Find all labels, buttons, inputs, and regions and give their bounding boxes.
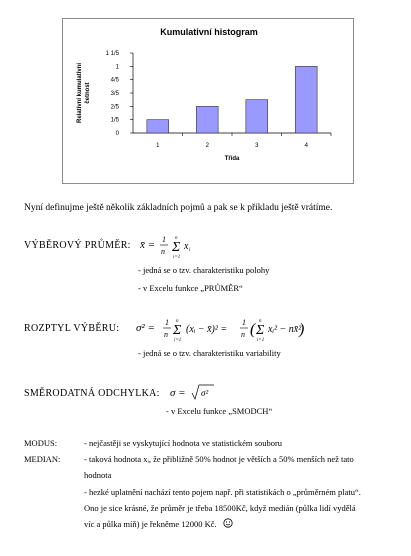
svg-text:n: n (161, 247, 165, 256)
x-axis-label: Třída (224, 156, 240, 162)
svg-text:σ² =: σ² = (136, 322, 155, 334)
median-line-5 (84, 518, 233, 530)
variance-formula (136, 314, 306, 347)
svg-text:i=1: i=1 (174, 338, 182, 343)
x-tick-label: 3 (255, 143, 259, 149)
svg-text:n: n (259, 319, 262, 324)
svg-text:(xᵢ − x̄)² =: (xᵢ − x̄)² = (186, 324, 228, 335)
stddev-formula-svg (170, 381, 240, 405)
stddev-label: SMĚRODATNÁ ODCHYLKA: (24, 388, 160, 399)
svg-text:i=1: i=1 (257, 338, 265, 343)
bar (196, 106, 218, 133)
x-tick-label: 4 (304, 143, 308, 149)
svg-text:σ =: σ = (170, 387, 186, 399)
svg-text:i: i (189, 248, 191, 253)
median-line-4: Ono je sice krásné, že průměr je třeba 18500Kč, když medián (půlka lidí vydělá (84, 503, 356, 513)
variance-label: ROZPTYL VÝBĚRU: (24, 323, 120, 334)
svg-text:n: n (175, 236, 178, 241)
mean-label: VÝBĚROVÝ PRŮMĚR: (24, 240, 131, 251)
svg-text:xᵢ² − nx̄²: xᵢ² − nx̄² (268, 324, 302, 335)
histogram-chart (62, 18, 354, 184)
y-axis-label-2: četnost (85, 82, 91, 104)
median-line-2: hodnota (84, 470, 112, 480)
bar (295, 66, 317, 133)
y-tick-label: 1 1/5 (105, 51, 119, 57)
svg-text:n: n (164, 330, 168, 339)
x-tick-label: 1 (156, 143, 160, 149)
stddev-formula (170, 381, 240, 408)
bar (147, 120, 169, 133)
mean-formula (140, 232, 230, 263)
variance-note-1: - jedná se o tzv. charakteristiku variability (138, 348, 281, 358)
median-label: MEDIAN: (24, 454, 61, 464)
x-tick-label: 2 (205, 143, 209, 149)
y-tick-label: 1/5 (110, 117, 119, 124)
smiley-icon (219, 518, 233, 530)
y-tick-label: 3/5 (110, 91, 119, 97)
svg-text:(: ( (250, 321, 256, 338)
svg-text:1: 1 (165, 318, 169, 327)
modus-label: MODUS: (24, 438, 58, 448)
intro-text: Nyní definujme ještě několik základních pojmů a pak se k příkladu ještě vrátíme. (24, 203, 333, 213)
svg-text:i=1: i=1 (173, 255, 181, 260)
bar (246, 100, 268, 133)
y-tick-label: 0 (115, 131, 119, 137)
variance-formula-svg (136, 314, 306, 344)
mean-formula-svg (140, 232, 230, 260)
svg-text:Σ: Σ (172, 240, 181, 255)
y-tick-label: 2/5 (110, 104, 119, 111)
y-tick-label: 4/5 (110, 77, 119, 84)
stddev-note-1: - v Excelu funkce „SMODCH“ (166, 406, 273, 416)
svg-text:): ) (299, 321, 305, 338)
svg-text:n: n (241, 330, 245, 339)
svg-text:x̄ =: x̄ = (140, 239, 156, 251)
mean-note-2: - v Excelu funkce „PRŮMĚR“ (138, 283, 243, 293)
y-tick-label: 1 (115, 64, 119, 71)
median-line-1: - taková hodnota xᵢ, že přibližně 50% hodnot je větších a 50% menších než tato (84, 454, 354, 464)
modus-text: - nejčastěji se vyskytující hodnota ve statistickém souboru (84, 438, 283, 448)
chart-plot (63, 19, 355, 185)
median-line-3: - hezké uplatnění nachází tento pojem např. při statistikách o „průměrném platu“. (84, 487, 361, 497)
svg-text:Σ: Σ (173, 323, 182, 338)
svg-text:1: 1 (162, 235, 166, 244)
y-axis-label: Relativní kumulativní (77, 62, 83, 124)
svg-text:σ²: σ² (201, 388, 209, 398)
svg-text:x: x (184, 241, 189, 252)
svg-text:Σ: Σ (256, 323, 265, 338)
svg-text:n: n (176, 319, 179, 324)
chart-title: Kumulativní histogram (160, 27, 258, 37)
median-line-5-text: víc a půlka míň) je řekněme 12000 Kč. (84, 519, 217, 529)
mean-note-1: - jedná se o tzv. charakteristiku polohy (138, 265, 270, 275)
svg-text:1: 1 (242, 318, 246, 327)
